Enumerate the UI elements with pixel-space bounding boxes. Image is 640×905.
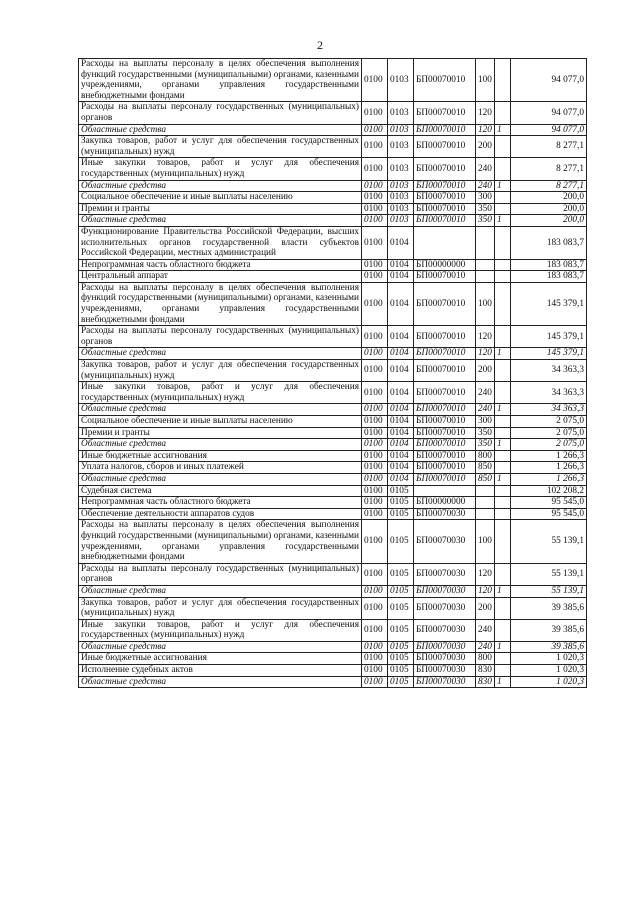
table-row: [79, 497, 587, 509]
expense-type-code: 350: [476, 439, 495, 451]
section-code: 0100: [362, 158, 388, 180]
table-row: [79, 215, 587, 227]
funding-source-code: [495, 450, 511, 462]
amount-value: 200,0: [511, 203, 587, 215]
target-article-code: БП00070030: [414, 653, 476, 665]
line-item-name: Функционирование Правительства Российской Федерации, высших исполнительных органов государственной власти субъектов Российской Федерации, местных администраций: [79, 226, 362, 259]
expense-type-code: [476, 271, 495, 283]
line-item-name: Расходы на выплаты персоналу в целях обеспечения выполнения функций государственными (муниципальными) органами, казенными учреждениями, органами управления государственными внебюджетными фондами: [79, 520, 362, 563]
subsection-code: 0105: [388, 619, 414, 641]
funding-source-code: 1: [495, 180, 511, 192]
amount-value: 8 277,1: [511, 158, 587, 180]
expense-type-code: 100: [476, 520, 495, 563]
subsection-code: 0103: [388, 203, 414, 215]
funding-source-code: [495, 563, 511, 585]
funding-source-code: 1: [495, 641, 511, 653]
funding-source-code: 1: [495, 215, 511, 227]
subsection-code: 0104: [388, 427, 414, 439]
subsection-code: 0104: [388, 404, 414, 416]
amount-value: 94 077,0: [511, 102, 587, 124]
subsection-code: 0103: [388, 215, 414, 227]
funding-source-code: [495, 192, 511, 204]
subsection-code: 0104: [388, 326, 414, 348]
expense-type-code: [476, 508, 495, 520]
section-code: 0100: [362, 259, 388, 271]
line-item-name: Закупка товаров, работ и услуг для обеспечения государственных (муниципальных) нужд: [79, 597, 362, 619]
subsection-code: 0105: [388, 485, 414, 497]
line-item-name: Судебная система: [79, 485, 362, 497]
line-item-name: Расходы на выплаты персоналу государственных (муниципальных) органов: [79, 326, 362, 348]
expense-type-code: [476, 259, 495, 271]
expense-type-code: [476, 497, 495, 509]
section-code: 0100: [362, 382, 388, 404]
subsection-code: 0103: [388, 102, 414, 124]
table-row: [79, 485, 587, 497]
target-article-code: БП00070010: [414, 348, 476, 360]
table-row: [79, 326, 587, 348]
section-code: 0100: [362, 653, 388, 665]
section-code: 0100: [362, 485, 388, 497]
table-row: [79, 382, 587, 404]
page-number: 2: [317, 38, 323, 52]
section-code: 0100: [362, 203, 388, 215]
expense-type-code: 240: [476, 382, 495, 404]
funding-source-code: [495, 271, 511, 283]
table-row: [79, 585, 587, 597]
subsection-code: 0104: [388, 282, 414, 325]
target-article-code: БП00070010: [414, 382, 476, 404]
subsection-code: 0104: [388, 473, 414, 485]
amount-value: 95 545,0: [511, 497, 587, 509]
line-item-name: Непрограммная часть областного бюджета: [79, 497, 362, 509]
subsection-code: 0103: [388, 192, 414, 204]
table-row: [79, 360, 587, 382]
section-code: 0100: [362, 215, 388, 227]
expense-type-code: 300: [476, 416, 495, 428]
table-row: [79, 676, 587, 688]
table-row: [79, 508, 587, 520]
line-item-name: Социальное обеспечение и иные выплаты населению: [79, 192, 362, 204]
funding-source-code: [495, 462, 511, 474]
target-article-code: БП00070010: [414, 427, 476, 439]
target-article-code: БП00070010: [414, 326, 476, 348]
expense-type-code: 240: [476, 404, 495, 416]
amount-value: 2 075,0: [511, 416, 587, 428]
section-code: 0100: [362, 360, 388, 382]
target-article-code: БП00070030: [414, 665, 476, 677]
table-row: [79, 192, 587, 204]
table-row: [79, 271, 587, 283]
target-article-code: БП00070010: [414, 473, 476, 485]
table-row: [79, 158, 587, 180]
subsection-code: 0105: [388, 497, 414, 509]
funding-source-code: 1: [495, 473, 511, 485]
table-row: [79, 520, 587, 563]
amount-value: 94 077,0: [511, 59, 587, 102]
subsection-code: 0104: [388, 382, 414, 404]
funding-source-code: [495, 597, 511, 619]
line-item-name: Расходы на выплаты персоналу государственных (муниципальных) органов: [79, 563, 362, 585]
amount-value: 8 277,1: [511, 136, 587, 158]
funding-source-code: [495, 259, 511, 271]
amount-value: 145 379,1: [511, 348, 587, 360]
section-code: 0100: [362, 416, 388, 428]
section-code: 0100: [362, 124, 388, 136]
line-item-name: Премии и гранты: [79, 203, 362, 215]
funding-source-code: [495, 136, 511, 158]
section-code: 0100: [362, 136, 388, 158]
expense-type-code: 120: [476, 326, 495, 348]
table-row: [79, 180, 587, 192]
subsection-code: 0103: [388, 180, 414, 192]
subsection-code: 0105: [388, 597, 414, 619]
target-article-code: БП00070010: [414, 136, 476, 158]
amount-value: 34 363,3: [511, 404, 587, 416]
line-item-name: Иные закупки товаров, работ и услуг для обеспечения государственных (муниципальных) нужд: [79, 619, 362, 641]
line-item-name: Иные бюджетные ассигнования: [79, 653, 362, 665]
subsection-code: 0104: [388, 259, 414, 271]
table-row: [79, 665, 587, 677]
target-article-code: БП00000000: [414, 497, 476, 509]
amount-value: 102 208,2: [511, 485, 587, 497]
section-code: 0100: [362, 665, 388, 677]
expense-type-code: 200: [476, 136, 495, 158]
table-row: [79, 348, 587, 360]
expense-type-code: 300: [476, 192, 495, 204]
table-row: [79, 124, 587, 136]
line-item-name: Областные средства: [79, 585, 362, 597]
section-code: 0100: [362, 326, 388, 348]
amount-value: 1 266,3: [511, 450, 587, 462]
subsection-code: 0104: [388, 360, 414, 382]
amount-value: 200,0: [511, 215, 587, 227]
section-code: 0100: [362, 404, 388, 416]
amount-value: 34 363,3: [511, 382, 587, 404]
target-article-code: БП00070010: [414, 416, 476, 428]
funding-source-code: [495, 226, 511, 259]
target-article-code: БП00070010: [414, 462, 476, 474]
table-row: [79, 203, 587, 215]
line-item-name: Областные средства: [79, 404, 362, 416]
subsection-code: 0105: [388, 520, 414, 563]
table-row: [79, 136, 587, 158]
subsection-code: 0104: [388, 462, 414, 474]
expense-type-code: 830: [476, 676, 495, 688]
subsection-code: 0105: [388, 676, 414, 688]
line-item-name: Расходы на выплаты персоналу в целях обеспечения выполнения функций государственными (муниципальными) органами, казенными учреждениями, органами управления государственными внебюджетными фондами: [79, 59, 362, 102]
expense-type-code: 350: [476, 427, 495, 439]
section-code: 0100: [362, 439, 388, 451]
expense-type-code: 120: [476, 585, 495, 597]
amount-value: 34 363,3: [511, 360, 587, 382]
target-article-code: БП00070010: [414, 180, 476, 192]
table-row: [79, 450, 587, 462]
amount-value: 2 075,0: [511, 439, 587, 451]
section-code: 0100: [362, 597, 388, 619]
section-code: 0100: [362, 348, 388, 360]
target-article-code: БП00070030: [414, 508, 476, 520]
table-row: [79, 597, 587, 619]
funding-source-code: [495, 326, 511, 348]
amount-value: 145 379,1: [511, 326, 587, 348]
section-code: 0100: [362, 585, 388, 597]
target-article-code: БП00070010: [414, 271, 476, 283]
funding-source-code: [495, 508, 511, 520]
funding-source-code: 1: [495, 404, 511, 416]
section-code: 0100: [362, 508, 388, 520]
line-item-name: Закупка товаров, работ и услуг для обеспечения государственных (муниципальных) нужд: [79, 136, 362, 158]
funding-source-code: [495, 485, 511, 497]
target-article-code: БП00070010: [414, 59, 476, 102]
expense-type-code: 240: [476, 180, 495, 192]
amount-value: 8 277,1: [511, 180, 587, 192]
funding-source-code: [495, 158, 511, 180]
funding-source-code: 1: [495, 439, 511, 451]
section-code: 0100: [362, 226, 388, 259]
section-code: 0100: [362, 563, 388, 585]
subsection-code: 0103: [388, 59, 414, 102]
subsection-code: 0104: [388, 348, 414, 360]
amount-value: 2 075,0: [511, 427, 587, 439]
expense-type-code: 800: [476, 450, 495, 462]
amount-value: 1 266,3: [511, 473, 587, 485]
amount-value: 55 139,1: [511, 585, 587, 597]
target-article-code: БП00070010: [414, 192, 476, 204]
subsection-code: 0104: [388, 439, 414, 451]
table-row: [79, 641, 587, 653]
target-article-code: БП00070030: [414, 585, 476, 597]
funding-source-code: [495, 416, 511, 428]
funding-source-code: [495, 497, 511, 509]
section-code: 0100: [362, 473, 388, 485]
budget-table-body: [79, 59, 587, 688]
subsection-code: 0105: [388, 563, 414, 585]
table-row: [79, 473, 587, 485]
amount-value: 95 545,0: [511, 508, 587, 520]
section-code: 0100: [362, 641, 388, 653]
funding-source-code: [495, 102, 511, 124]
line-item-name: Социальное обеспечение и иные выплаты населению: [79, 416, 362, 428]
section-code: 0100: [362, 497, 388, 509]
expense-type-code: 240: [476, 619, 495, 641]
funding-source-code: [495, 427, 511, 439]
funding-source-code: 1: [495, 585, 511, 597]
target-article-code: БП00070030: [414, 597, 476, 619]
amount-value: 183 083,7: [511, 259, 587, 271]
target-article-code: БП00070010: [414, 215, 476, 227]
target-article-code: БП00070010: [414, 124, 476, 136]
amount-value: 1 020,3: [511, 665, 587, 677]
table-row: [79, 226, 587, 259]
line-item-name: Расходы на выплаты персоналу государственных (муниципальных) органов: [79, 102, 362, 124]
section-code: 0100: [362, 282, 388, 325]
target-article-code: БП00070010: [414, 404, 476, 416]
amount-value: 55 139,1: [511, 563, 587, 585]
target-article-code: БП00070010: [414, 450, 476, 462]
target-article-code: БП00070030: [414, 641, 476, 653]
subsection-code: 0103: [388, 158, 414, 180]
section-code: 0100: [362, 619, 388, 641]
line-item-name: Областные средства: [79, 473, 362, 485]
amount-value: 200,0: [511, 192, 587, 204]
expense-type-code: 120: [476, 102, 495, 124]
funding-source-code: [495, 382, 511, 404]
line-item-name: Уплата налогов, сборов и иных платежей: [79, 462, 362, 474]
expense-type-code: 100: [476, 282, 495, 325]
line-item-name: Областные средства: [79, 348, 362, 360]
funding-source-code: [495, 59, 511, 102]
expense-type-code: 120: [476, 124, 495, 136]
target-article-code: БП00070010: [414, 282, 476, 325]
line-item-name: Обеспечение деятельности аппаратов судов: [79, 508, 362, 520]
subsection-code: 0105: [388, 653, 414, 665]
target-article-code: БП00000000: [414, 259, 476, 271]
funding-source-code: [495, 360, 511, 382]
section-code: 0100: [362, 520, 388, 563]
subsection-code: 0105: [388, 508, 414, 520]
section-code: 0100: [362, 427, 388, 439]
budget-table: [78, 58, 587, 688]
funding-source-code: [495, 665, 511, 677]
table-row: [79, 619, 587, 641]
amount-value: 1 020,3: [511, 676, 587, 688]
line-item-name: Областные средства: [79, 641, 362, 653]
subsection-code: 0105: [388, 585, 414, 597]
subsection-code: 0105: [388, 665, 414, 677]
target-article-code: БП00070030: [414, 676, 476, 688]
line-item-name: Закупка товаров, работ и услуг для обеспечения государственных (муниципальных) нужд: [79, 360, 362, 382]
table-row: [79, 563, 587, 585]
line-item-name: Иные закупки товаров, работ и услуг для обеспечения государственных (муниципальных) нужд: [79, 158, 362, 180]
target-article-code: БП00070010: [414, 102, 476, 124]
expense-type-code: 830: [476, 665, 495, 677]
funding-source-code: [495, 619, 511, 641]
expense-type-code: 240: [476, 158, 495, 180]
amount-value: 145 379,1: [511, 282, 587, 325]
amount-value: 55 139,1: [511, 520, 587, 563]
line-item-name: Непрограммная часть областного бюджета: [79, 259, 362, 271]
expense-type-code: 350: [476, 215, 495, 227]
section-code: 0100: [362, 192, 388, 204]
subsection-code: 0104: [388, 450, 414, 462]
table-row: [79, 653, 587, 665]
section-code: 0100: [362, 271, 388, 283]
amount-value: 94 077,0: [511, 124, 587, 136]
amount-value: 183 083,7: [511, 226, 587, 259]
expense-type-code: [476, 485, 495, 497]
table-row: [79, 59, 587, 102]
funding-source-code: 1: [495, 676, 511, 688]
line-item-name: Премии и гранты: [79, 427, 362, 439]
line-item-name: Областные средства: [79, 215, 362, 227]
table-row: [79, 427, 587, 439]
target-article-code: БП00070030: [414, 563, 476, 585]
subsection-code: 0103: [388, 136, 414, 158]
target-article-code: БП00070030: [414, 619, 476, 641]
subsection-code: 0105: [388, 641, 414, 653]
target-article-code: [414, 226, 476, 259]
line-item-name: Областные средства: [79, 439, 362, 451]
expense-type-code: 200: [476, 597, 495, 619]
section-code: 0100: [362, 462, 388, 474]
funding-source-code: [495, 282, 511, 325]
funding-source-code: 1: [495, 124, 511, 136]
target-article-code: БП00070010: [414, 439, 476, 451]
expense-type-code: 120: [476, 563, 495, 585]
expense-type-code: [476, 226, 495, 259]
table-row: [79, 102, 587, 124]
amount-value: 39 385,6: [511, 597, 587, 619]
subsection-code: 0104: [388, 416, 414, 428]
expense-type-code: 240: [476, 641, 495, 653]
line-item-name: Расходы на выплаты персоналу в целях обеспечения выполнения функций государственными (муниципальными) органами, казенными учреждениями, органами управления государственными внебюджетными фондами: [79, 282, 362, 325]
subsection-code: 0103: [388, 124, 414, 136]
funding-source-code: [495, 520, 511, 563]
section-code: 0100: [362, 59, 388, 102]
section-code: 0100: [362, 102, 388, 124]
expense-type-code: 100: [476, 59, 495, 102]
line-item-name: Областные средства: [79, 676, 362, 688]
target-article-code: [414, 485, 476, 497]
table-row: [79, 282, 587, 325]
expense-type-code: 200: [476, 360, 495, 382]
line-item-name: Иные закупки товаров, работ и услуг для обеспечения государственных (муниципальных) нужд: [79, 382, 362, 404]
table-row: [79, 439, 587, 451]
amount-value: 39 385,6: [511, 619, 587, 641]
expense-type-code: 850: [476, 473, 495, 485]
target-article-code: БП00070010: [414, 360, 476, 382]
subsection-code: 0104: [388, 271, 414, 283]
amount-value: 1 266,3: [511, 462, 587, 474]
table-row: [79, 259, 587, 271]
line-item-name: Областные средства: [79, 124, 362, 136]
amount-value: 183 083,7: [511, 271, 587, 283]
table-row: [79, 416, 587, 428]
target-article-code: БП00070010: [414, 203, 476, 215]
expense-type-code: 120: [476, 348, 495, 360]
subsection-code: 0104: [388, 226, 414, 259]
amount-value: 1 020,3: [511, 653, 587, 665]
target-article-code: БП00070010: [414, 158, 476, 180]
expense-type-code: 800: [476, 653, 495, 665]
section-code: 0100: [362, 450, 388, 462]
line-item-name: Центральный аппарат: [79, 271, 362, 283]
line-item-name: Исполнение судебных актов: [79, 665, 362, 677]
target-article-code: БП00070030: [414, 520, 476, 563]
section-code: 0100: [362, 180, 388, 192]
amount-value: 39 385,6: [511, 641, 587, 653]
line-item-name: Иные бюджетные ассигнования: [79, 450, 362, 462]
funding-source-code: [495, 653, 511, 665]
funding-source-code: [495, 203, 511, 215]
funding-source-code: 1: [495, 348, 511, 360]
table-row: [79, 404, 587, 416]
section-code: 0100: [362, 676, 388, 688]
expense-type-code: 850: [476, 462, 495, 474]
table-row: [79, 462, 587, 474]
expense-type-code: 350: [476, 203, 495, 215]
line-item-name: Областные средства: [79, 180, 362, 192]
